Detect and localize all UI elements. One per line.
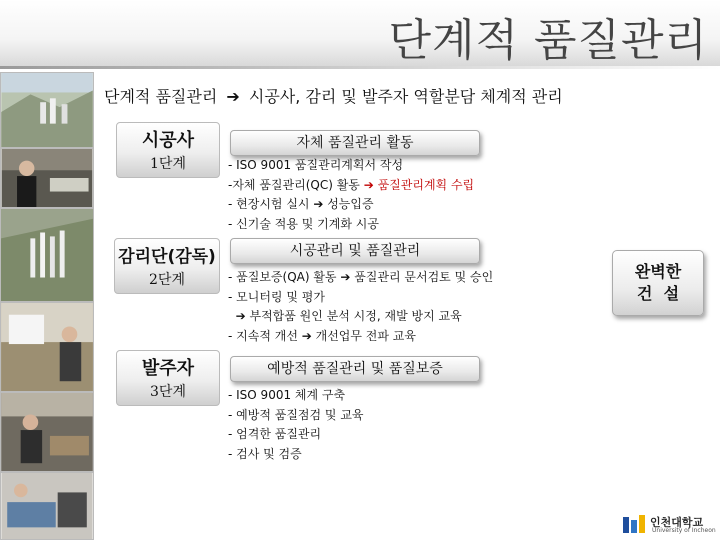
result-box [612,250,704,316]
lab-equipment-photo [0,472,94,540]
bullet-item: - 검사 및 검증 [228,446,302,461]
arrow-right-icon: ➔ [363,177,374,192]
bullets-client [228,386,364,464]
construction-site-photo [0,72,94,148]
bullet-item: - 현장시험 실시 ➔ 성능입증 [228,197,374,211]
inspection-photo [0,392,94,472]
staff-photo [0,148,94,208]
stage-box-contractor [116,122,220,178]
page-title: 단계적 품질관리 [388,15,708,66]
aerial-site-photo [0,208,94,302]
stage-box-supervisor [114,238,220,294]
bullet-item: ➔ 부적합품 원인 분석 시정, 재발 방지 교육 [228,309,462,323]
bullet-item: - 신기술 적용 및 기계화 시공 [228,216,379,231]
logo-subtitle: University of Incheon [652,527,716,534]
stage-name: 발주자 [141,358,195,379]
subtitle-rest: 시공사, 감리 및 발주자 역할분담 체계적 관리 [248,87,563,106]
result-line2: 건 설 [636,284,680,303]
stage-name: 시공사 [141,130,195,151]
stage-level: 2단계 [149,272,185,288]
bullets-supervisor [228,268,493,346]
stage-name: 감리단(감독) [118,247,216,267]
logo-name: 인천대학교 [650,516,704,529]
meeting-photo [0,302,94,392]
photo-strip [0,72,94,540]
activity-pill-contractor: 자체 품질관리 활동 [230,130,480,156]
bullet-item: - 예방적 품질점검 및 교육 [228,407,364,422]
subtitle [104,84,563,107]
stage-level: 1단계 [150,156,186,172]
bullet-item: - ISO 9001 품질관리계획서 작성 [228,158,404,172]
activity-pill-supervisor: 시공관리 및 품질관리 [230,238,480,264]
bullet-item: - 품질보증(QA) 활동 ➔ 품질관리 문서검토 및 승인 [228,270,494,284]
university-logo-icon [622,514,648,536]
bullet-item: - 엄격한 품질관리 [228,427,322,441]
bullet-item: - 지속적 개선 ➔ 개선업무 전파 교육 [228,328,416,343]
result-line1: 완벽한 [634,262,682,281]
stage-box-client [116,350,220,406]
university-logo [622,512,718,538]
bullets-contractor [228,156,474,234]
bullet-item: - ISO 9001 체계 구축 [228,388,346,402]
subtitle-lead: 단계적 품질관리 [104,87,218,106]
arrow-right-icon: ➔ [226,87,240,106]
activity-pill-client: 예방적 품질관리 및 품질보증 [230,356,480,382]
bullet-item: -자체 품질관리(QC) 활동 ➔ 품질관리계획 수립 [228,177,475,192]
bullet-item: - 모니터링 및 평가 [228,289,325,304]
stage-level: 3단계 [150,384,186,400]
